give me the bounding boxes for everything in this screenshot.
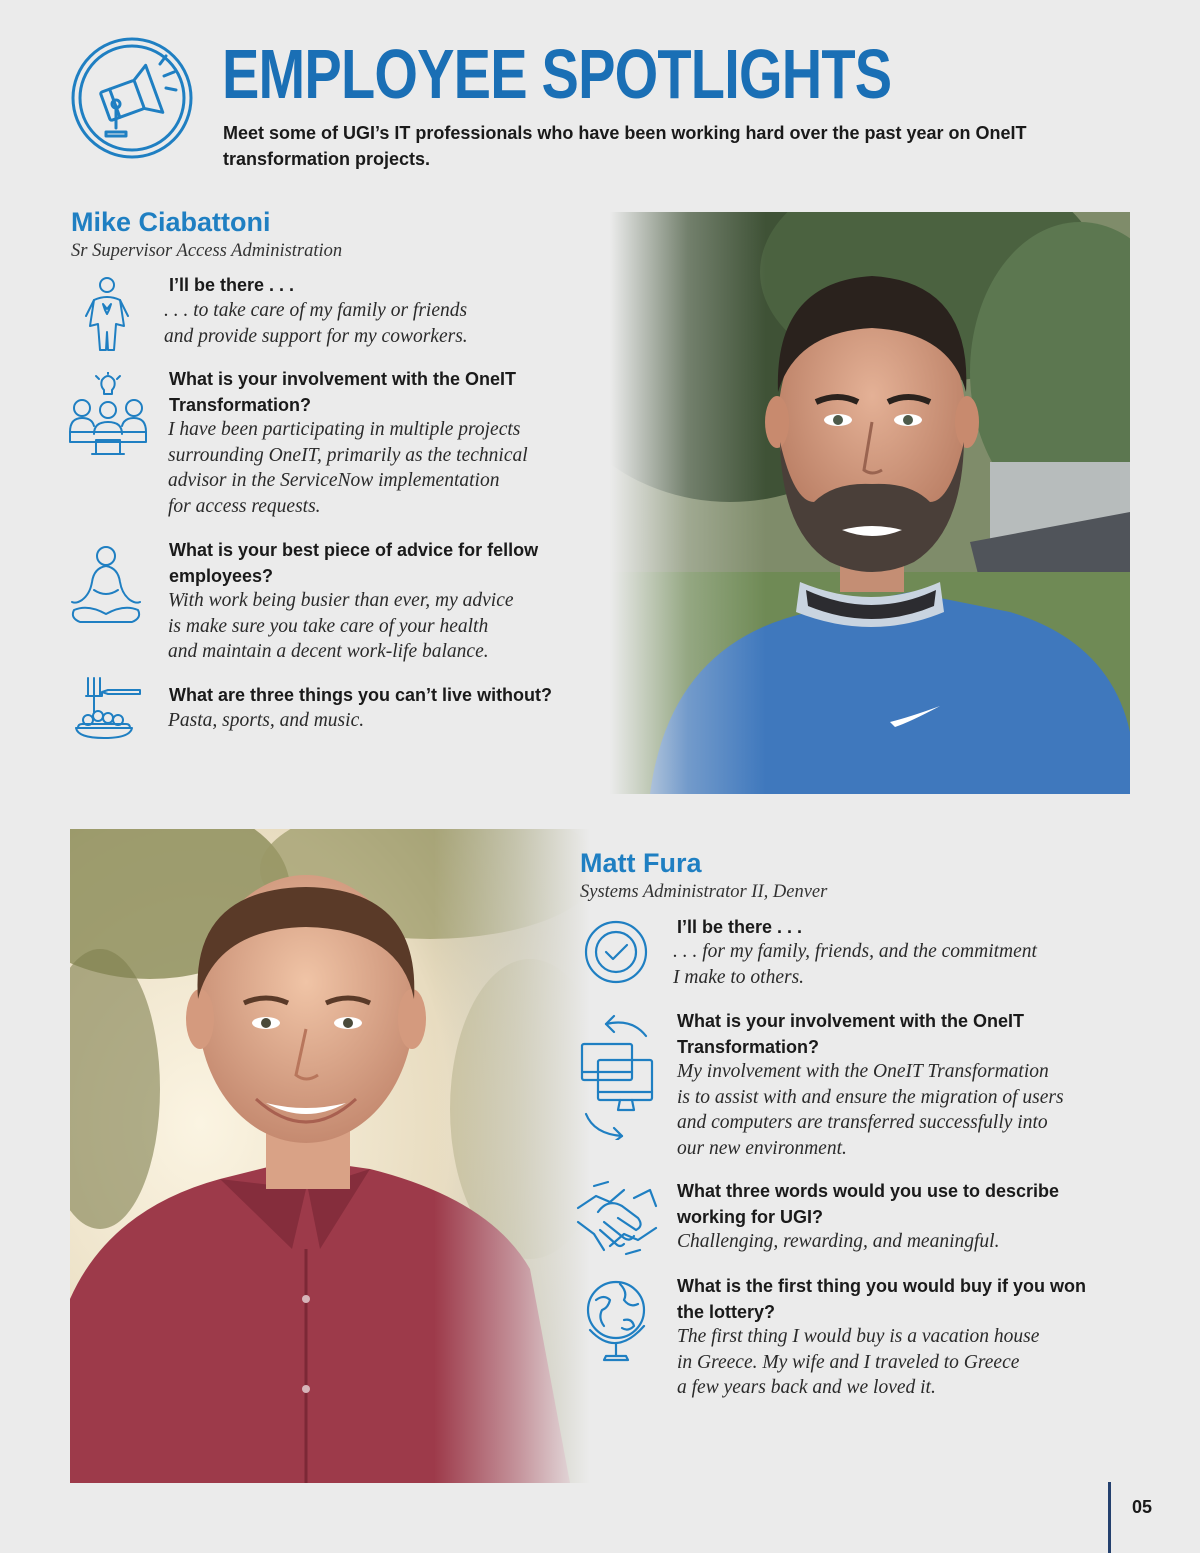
person-name: Matt Fura xyxy=(580,848,702,878)
megaphone-icon xyxy=(70,36,194,160)
qa-question: What is your best piece of advice for fellow employees? xyxy=(169,540,539,586)
qa-question: I’ll be there . . . xyxy=(169,275,295,295)
qa-question: What is your involvement with the OneIT Transformation? xyxy=(677,1011,1025,1057)
qa-answer: My involvement with the OneIT Transformation is to assist with and ensure the migration of users and computers are transferred successfully into our new environment. xyxy=(677,1061,1064,1159)
qa-question: What is the first thing you would buy if you won the lottery? xyxy=(677,1276,1086,1322)
qa-question: I’ll be there . . . xyxy=(677,917,803,937)
qa-answer: Pasta, sports, and music. xyxy=(168,710,365,731)
qa-question: What are three things you can’t live without? xyxy=(169,685,553,705)
meditation-icon xyxy=(68,544,144,630)
employee-photo xyxy=(610,212,1130,794)
qa-question: What three words would you use to describe working for UGI? xyxy=(677,1181,1060,1227)
superhero-icon xyxy=(70,276,144,354)
person-name: Mike Ciabattoni xyxy=(71,207,271,237)
qa-answer: . . . to take care of my family or friends and provide support for my coworkers. xyxy=(164,300,468,347)
checkmark-badge-icon xyxy=(582,918,650,986)
team-collaboration-icon xyxy=(66,372,150,468)
pasta-icon xyxy=(74,676,146,742)
qa-question: What is your involvement with the OneIT Transformation? xyxy=(169,369,517,415)
globe-icon xyxy=(580,1274,652,1366)
qa-answer: I have been participating in multiple projects surrounding OneIT, primarily as the technical advisor in the ServiceNow implementation for access requests. xyxy=(168,419,528,517)
employee-photo xyxy=(70,829,590,1483)
qa-answer: . . . for my family, friends, and the commitment I make to others. xyxy=(673,941,1037,988)
teamwork-hands-icon xyxy=(574,1178,660,1258)
page-number: 05 xyxy=(1132,1497,1153,1517)
computer-migration-icon xyxy=(578,1014,658,1140)
qa-answer: With work being busier than ever, my advice is make sure you take care of your health and maintain a decent work-life balance. xyxy=(168,590,514,662)
page-number-divider xyxy=(1108,1482,1111,1553)
qa-answer: The first thing I would buy is a vacation house in Greece. My wife and I traveled to Greece a few years back and we loved it. xyxy=(677,1326,1040,1398)
person-role: Systems Administrator II, Denver xyxy=(580,882,828,902)
qa-answer: Challenging, rewarding, and meaningful. xyxy=(677,1231,1000,1252)
page-title: EMPLOYEE SPOTLIGHTS xyxy=(222,35,892,113)
person-role: Sr Supervisor Access Administration xyxy=(71,241,343,261)
page-intro: Meet some of UGI’s IT professionals who have been working hard over the past year on OneIT transformation projects. xyxy=(223,123,1027,169)
